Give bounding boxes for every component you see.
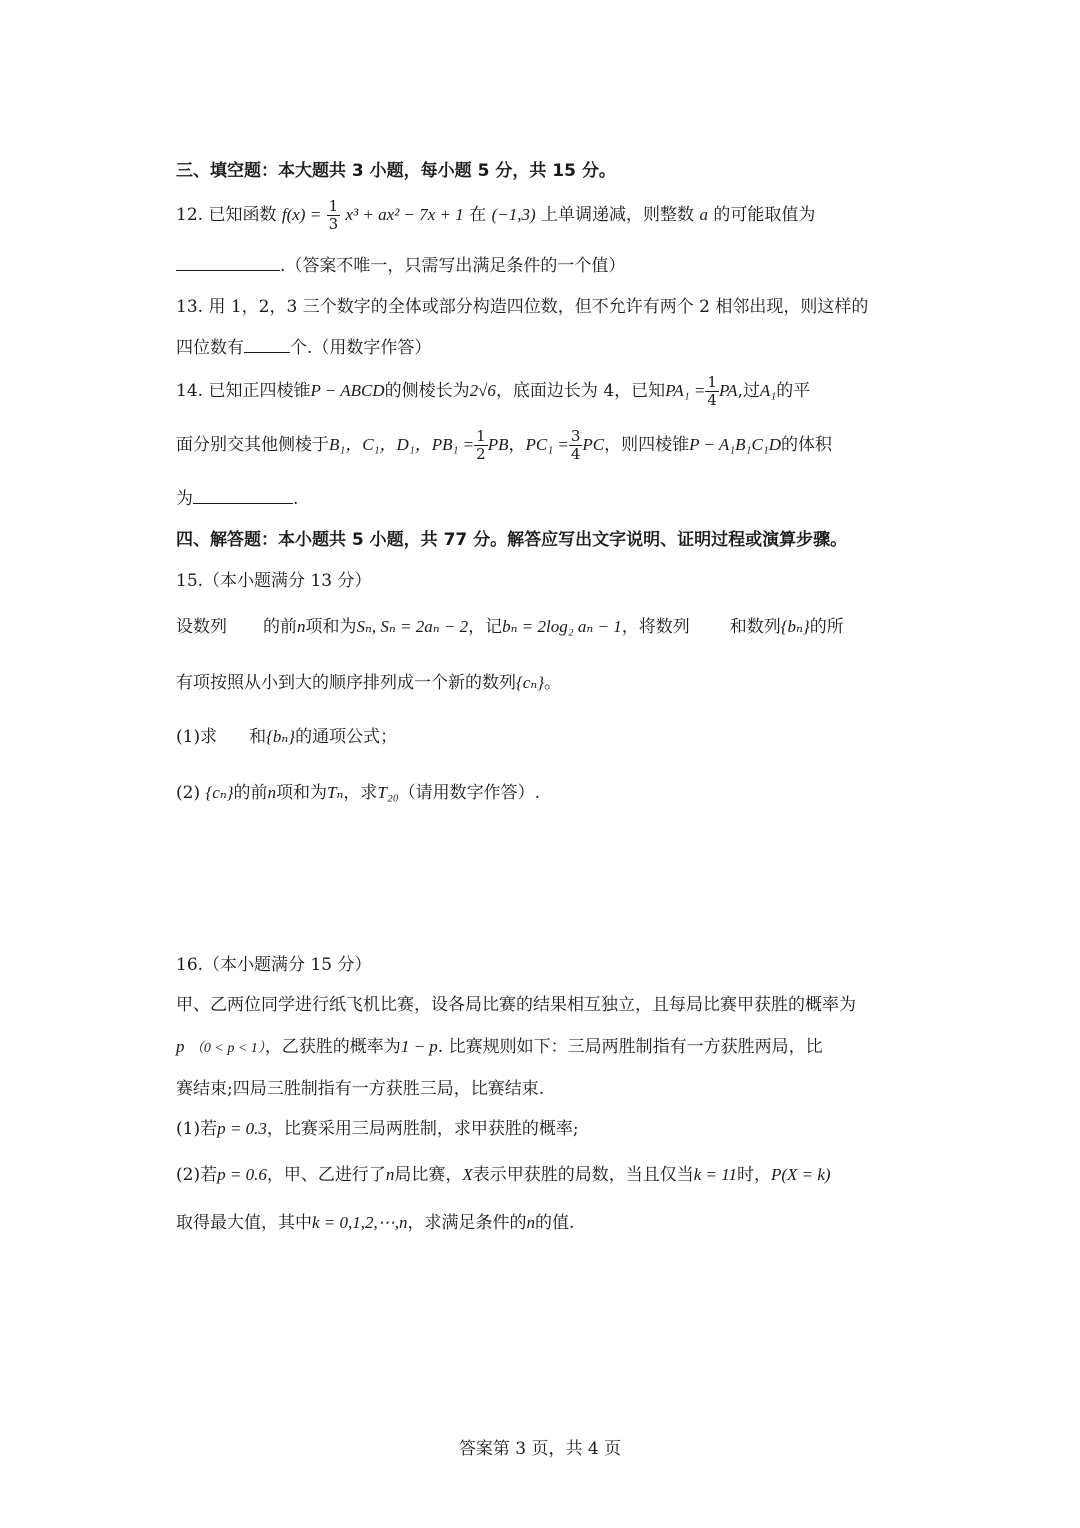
q16-p-range: （0 < p < 1） (189, 1041, 265, 1056)
q15-part1 (176, 722, 397, 747)
q15-p2-text-c: 项和为 (276, 783, 328, 803)
q14-text-e: 的平 (776, 381, 811, 401)
q15-title: 15.（本小题满分 13 分） (176, 571, 372, 591)
q13-text-post: 个.（用数字作答） (290, 338, 432, 358)
q14-answer-blank (193, 503, 293, 504)
q15-text-d: ，记 (468, 617, 503, 637)
q15-bn: bₙ = 2log₂ aₙ − 1 (502, 617, 622, 636)
q16-p1-eq: p = 0.3 (217, 1119, 267, 1138)
q14-number: 14. (176, 381, 204, 401)
q16-l5-text-b: ，求满足条件的 (407, 1213, 527, 1233)
q16-l5-k: k = 0,1,2,⋯,n (312, 1213, 408, 1232)
q16-p2-text-e: 时， (736, 1165, 771, 1185)
q14-line2 (176, 428, 832, 463)
q15-p1-text-b: 和 (249, 727, 267, 747)
q16-part2 (176, 1160, 831, 1185)
q15-text-e: ，将数列 (621, 617, 690, 637)
q14-fraction-3 (569, 428, 583, 463)
q14-l2-text-b: ， (508, 435, 526, 455)
q15-line2 (176, 668, 561, 693)
q14-pb1: PB₁ = (431, 435, 475, 454)
q15-p2-text-a: (2) (176, 783, 201, 803)
q12-line1 (176, 198, 815, 233)
q15-p2-text-b: 的前 (233, 783, 268, 803)
q14-f2-den: 2 (476, 445, 486, 463)
q14-edge-length: 2√6 (469, 381, 496, 400)
q16-p2-eq: p = 0.6 (217, 1165, 267, 1184)
q14-a1: A₁ (759, 381, 777, 400)
q16-line2 (176, 1032, 823, 1057)
q15-p1-text-c: 的通项公式； (295, 727, 398, 747)
q14-pa1: PA₁ = (665, 381, 706, 400)
q16-l5-text-a: 取得最大值，其中 (176, 1213, 312, 1233)
q13-answer-blank (244, 352, 290, 353)
q12-text-pre: 已知函数 (208, 205, 277, 225)
q16-line1: 甲、乙两位同学进行纸飞机比赛，设各局比赛的结果相互独立，且每局比赛甲获胜的概率为 (176, 995, 856, 1015)
q16-l5-n: n (526, 1213, 536, 1232)
q14-pc: PC (582, 435, 605, 454)
q12-polynomial: x³ + ax² − 7x + 1 (345, 205, 464, 224)
q14-l2-text-d: 的体积 (780, 435, 832, 455)
q13-line1: 13. 用 1，2，3 三个数字的全体或部分构造四位数，但不允许有两个 2 相邻出现，则这样的 (176, 297, 869, 317)
q14-f1-num: 1 (707, 373, 717, 391)
q15-part2 (176, 778, 540, 803)
q14-pyramid2: P − A₁B₁C₁D (689, 435, 781, 454)
q15-line1 (176, 612, 844, 637)
q15-p2-t20: T₂₀ (377, 783, 399, 802)
q12-interval-pre: 在 (469, 205, 487, 225)
q14-text-c: ，底面边长为 4，已知 (495, 381, 666, 401)
q15-l2-text-a: 有项按照从小到大的顺序排列成一个新的数列 (176, 673, 516, 693)
q14-line3 (176, 484, 298, 509)
q12-fraction (327, 198, 341, 233)
q16-part1 (176, 1114, 579, 1139)
q15-text-c: 项和为 (305, 617, 357, 637)
q16-l2-text-a: ，乙获胜的概率为 (264, 1037, 401, 1057)
q14-l2-text-a: 面分别交其他侧棱于 (176, 435, 329, 455)
q15-text-b: 的前 (263, 617, 297, 637)
q15-n: n (297, 617, 306, 636)
q14-pc1: PC₁ = (525, 435, 569, 454)
q16-p2-prob: P(X = k) (770, 1165, 831, 1184)
q14-pb: PB (487, 435, 509, 454)
q13-text-pre: 四位数有 (176, 338, 244, 358)
q12-var-a: a (699, 205, 708, 224)
q12-frac-num: 1 (328, 197, 339, 215)
q15-p2-n: n (267, 783, 277, 802)
q12-note: .（答案不唯一，只需写出满足条件的一个值） (280, 256, 626, 276)
q12-fx: f(x) = (281, 205, 322, 224)
q14-f3-den: 4 (570, 445, 581, 463)
q14-text-d: ,过 (737, 381, 760, 401)
q14-f3-num: 3 (570, 427, 581, 445)
q16-p2-x: X (462, 1165, 473, 1184)
q16-title: 16.（本小题满分 15 分） (176, 955, 372, 975)
q16-one-minus-p: 1 − p (400, 1037, 438, 1056)
section4-heading: 四、解答题：本小题共 5 小题，共 77 分。解答应写出文字说明、证明过程或演算步骤。 (176, 530, 848, 550)
q15-p1-text-a: (1)求 (176, 727, 218, 747)
q15-p2-cseq: {cₙ} (205, 783, 234, 802)
q12-text-post: 上单调递减，则整数 (541, 205, 695, 225)
q15-p1-bseq: {bₙ} (266, 727, 296, 746)
q14-text-b: 的侧棱长为 (384, 381, 470, 401)
q12-text-post2: 的可能取值为 (713, 205, 816, 225)
q14-pyramid: P − ABCD (310, 381, 385, 400)
q14-fraction-2 (474, 428, 488, 463)
q12-number: 12. (176, 205, 204, 225)
q16-p2-k: k = 11 (693, 1165, 737, 1184)
page-footer: 答案第 3 页，共 4 页 (458, 1439, 622, 1459)
q16-p: p (176, 1037, 185, 1056)
q14-text-a: 已知正四棱锥 (208, 381, 311, 401)
q16-p2-text-c: 局比赛， (394, 1165, 463, 1185)
q15-p2-tn: Tₙ (327, 783, 344, 802)
q12-interval: (−1,3) (491, 205, 536, 224)
q16-p2-n: n (385, 1165, 395, 1184)
q16-l2-text-b: . 比赛规则如下：三局两胜制指有一方获胜两局，比 (437, 1037, 823, 1057)
q15-l2-text-b: 。 (544, 673, 562, 693)
q16-p1-text-a: (1)若 (176, 1119, 218, 1139)
q15-p2-text-d: ，求 (343, 783, 378, 803)
q15-text-a: 设数列 (176, 617, 227, 637)
q15-cseq: {cₙ} (516, 673, 545, 692)
q14-l3-end: . (293, 489, 299, 509)
q15-bseq: {bₙ} (780, 617, 810, 636)
q16-line5 (176, 1208, 574, 1233)
q16-line3: 赛结束;四局三胜制指有一方获胜三局，比赛结束. (176, 1079, 545, 1099)
q14-l2-text-c: ，则四棱锥 (604, 435, 690, 455)
q16-p2-text-d: 表示甲获胜的局数，当且仅当 (472, 1165, 694, 1185)
q14-f2-num: 1 (476, 427, 486, 445)
q15-text-g: 的所 (809, 617, 844, 637)
q12-answer-blank (176, 270, 280, 271)
q14-l3-text: 为 (176, 489, 193, 509)
q14-points: B₁，C₁，D₁， (329, 435, 432, 454)
q12-line2 (176, 251, 625, 276)
q16-p1-text-b: ，比赛采用三局两胜制，求甲获胜的概率; (266, 1119, 579, 1139)
q14-f1-den: 4 (707, 391, 717, 409)
q15-sn: Sₙ, Sₙ = 2aₙ − 2 (356, 617, 469, 636)
q14-pa: PA (718, 381, 738, 400)
q15-p2-text-e: （请用数字作答）. (398, 783, 541, 803)
q14-fraction-1 (705, 374, 719, 409)
q14-line1 (176, 374, 810, 409)
q12-frac-den: 3 (328, 215, 339, 233)
q15-text-f: 和数列 (729, 617, 781, 637)
q16-l5-text-c: 的值. (535, 1213, 575, 1233)
q16-p2-text-a: (2)若 (176, 1165, 218, 1185)
section3-heading: 三、填空题：本大题共 3 小题，每小题 5 分，共 15 分。 (176, 161, 616, 181)
q16-p2-text-b: ，甲、乙进行了 (266, 1165, 386, 1185)
q13-line2 (176, 333, 431, 358)
